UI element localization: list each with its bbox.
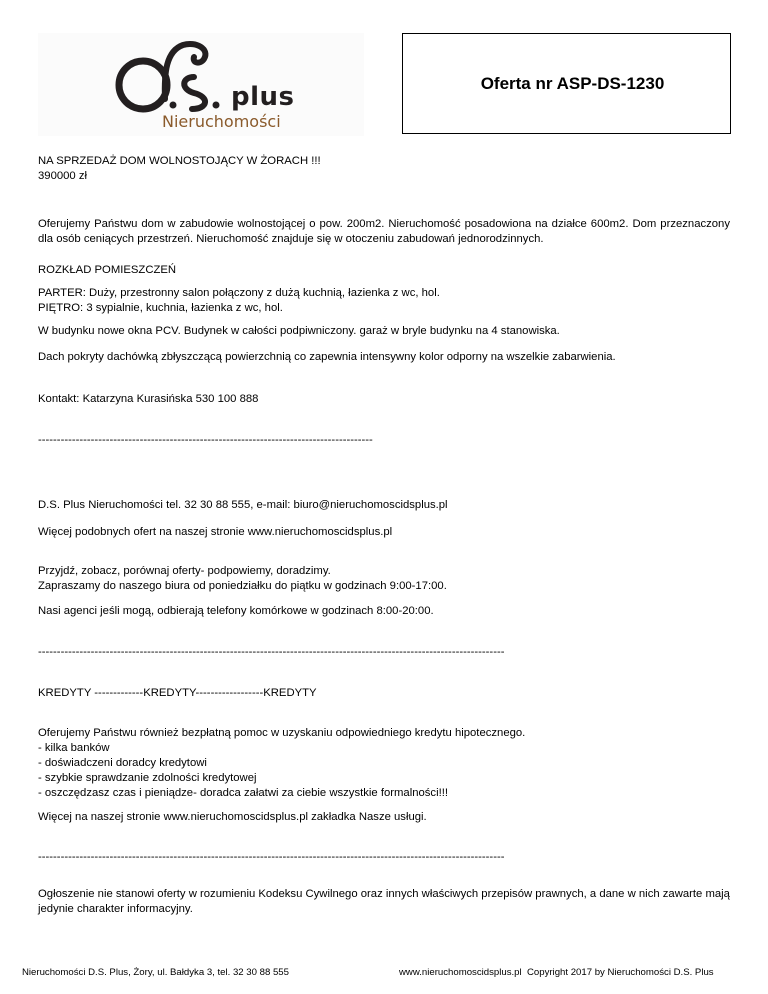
offer-title: Oferta nr ASP-DS-1230 bbox=[480, 73, 665, 93]
separator-short: ----------------------------------------------------------------------------------------- bbox=[38, 434, 373, 446]
first-floor-text: PIĘTRO: 3 sypialnie, kuchnia, łazienka z wc, hol. bbox=[38, 302, 283, 314]
disclaimer-text: Ogłoszenie nie stanowi oferty w rozumieniu Kodeksu Cywilnego oraz innych właściwych przepisów prawnych, a dane w nich zawarte mają jedynie charakter informacyjny. bbox=[38, 888, 730, 915]
credits-item: - szybkie sprawdzanie zdolności kredytowej bbox=[38, 772, 257, 784]
invite-text-2: Zapraszamy do naszego biura od poniedziałku do piątku w godzinach 9:00-17:00. bbox=[38, 580, 447, 592]
separator-long-1: ---------------------------------------------------------------------------------------------------------------------------- bbox=[38, 646, 505, 658]
credits-item: - kilka banków bbox=[38, 742, 110, 754]
footer-address: Nieruchomości D.S. Plus, Żory, ul. Bałdyka 3, tel. 32 30 88 555 bbox=[22, 967, 289, 978]
credits-intro: Oferujemy Państwu również bezpłatną pomoc w uzyskaniu odpowiedniego kredytu hipotecznego. bbox=[38, 727, 526, 739]
contact-text: Kontakt: Katarzyna Kurasińska 530 100 888 bbox=[38, 393, 259, 405]
offer-number-box bbox=[402, 33, 731, 134]
listing-price: 390000 zł bbox=[38, 170, 87, 182]
layout-heading: ROZKŁAD POMIESZCZEŃ bbox=[38, 264, 177, 276]
logo-plus-text: plus bbox=[231, 82, 295, 112]
agents-hours-text: Nasi agenci jeśli mogą, odbierają telefony komórkowe w godzinach 8:00-20:00. bbox=[38, 605, 434, 617]
footer-copyright: www.nieruchomoscidsplus.pl Copyright 2017 by Nieruchomości D.S. Plus bbox=[399, 967, 714, 978]
ground-floor-text: PARTER: Duży, przestronny salon połączony z dużą kuchnią, łazienka z wc, hol. bbox=[38, 287, 440, 299]
credits-more-text: Więcej na naszej stronie www.nieruchomoscidsplus.pl zakładka Nasze usługi. bbox=[38, 811, 427, 823]
credits-item: - doświadczeni doradcy kredytowi bbox=[38, 757, 207, 769]
more-offers-text: Więcej podobnych ofert na naszej stronie www.nieruchomoscidsplus.pl bbox=[38, 526, 393, 538]
listing-description: Oferujemy Państwu dom w zabudowie wolnostojącej o pow. 200m2. Nieruchomość posadowiona na działce 600m2. Dom przeznaczony dla osób ceniących przestrzeń. Nieruchomość znajduje się w otoczeniu zabudowań jednorodzinnych. bbox=[38, 218, 730, 245]
listing-headline: NA SPRZEDAŻ DOM WOLNOSTOJĄCY W ŻORACH !!! bbox=[38, 155, 321, 167]
credits-heading: KREDYTY -------------KREDYTY------------------KREDYTY bbox=[38, 687, 317, 699]
roof-text: Dach pokryty dachówką zbłyszczącą powierzchnią co zapewnia intensywny kolor odporny na wszelkie zabarwienia. bbox=[38, 351, 616, 363]
invite-text-1: Przyjdź, zobacz, porównaj oferty- podpowiemy, doradzimy. bbox=[38, 565, 331, 577]
credits-item: - oszczędzasz czas i pieniądze- doradca załatwi za ciebie wszystkie formalności!!! bbox=[38, 787, 448, 799]
logo-subtitle: Nieruchomości bbox=[162, 112, 281, 131]
agency-contact: D.S. Plus Nieruchomości tel. 32 30 88 555, e-mail: biuro@nieruchomoscidsplus.pl bbox=[38, 499, 448, 511]
company-logo bbox=[38, 33, 364, 136]
building-text: W budynku nowe okna PCV. Budynek w całości podpiwniczony. garaż w bryle budynku na 4 stanowiska. bbox=[38, 325, 560, 337]
separator-long-2: ---------------------------------------------------------------------------------------------------------------------------- bbox=[38, 851, 505, 863]
